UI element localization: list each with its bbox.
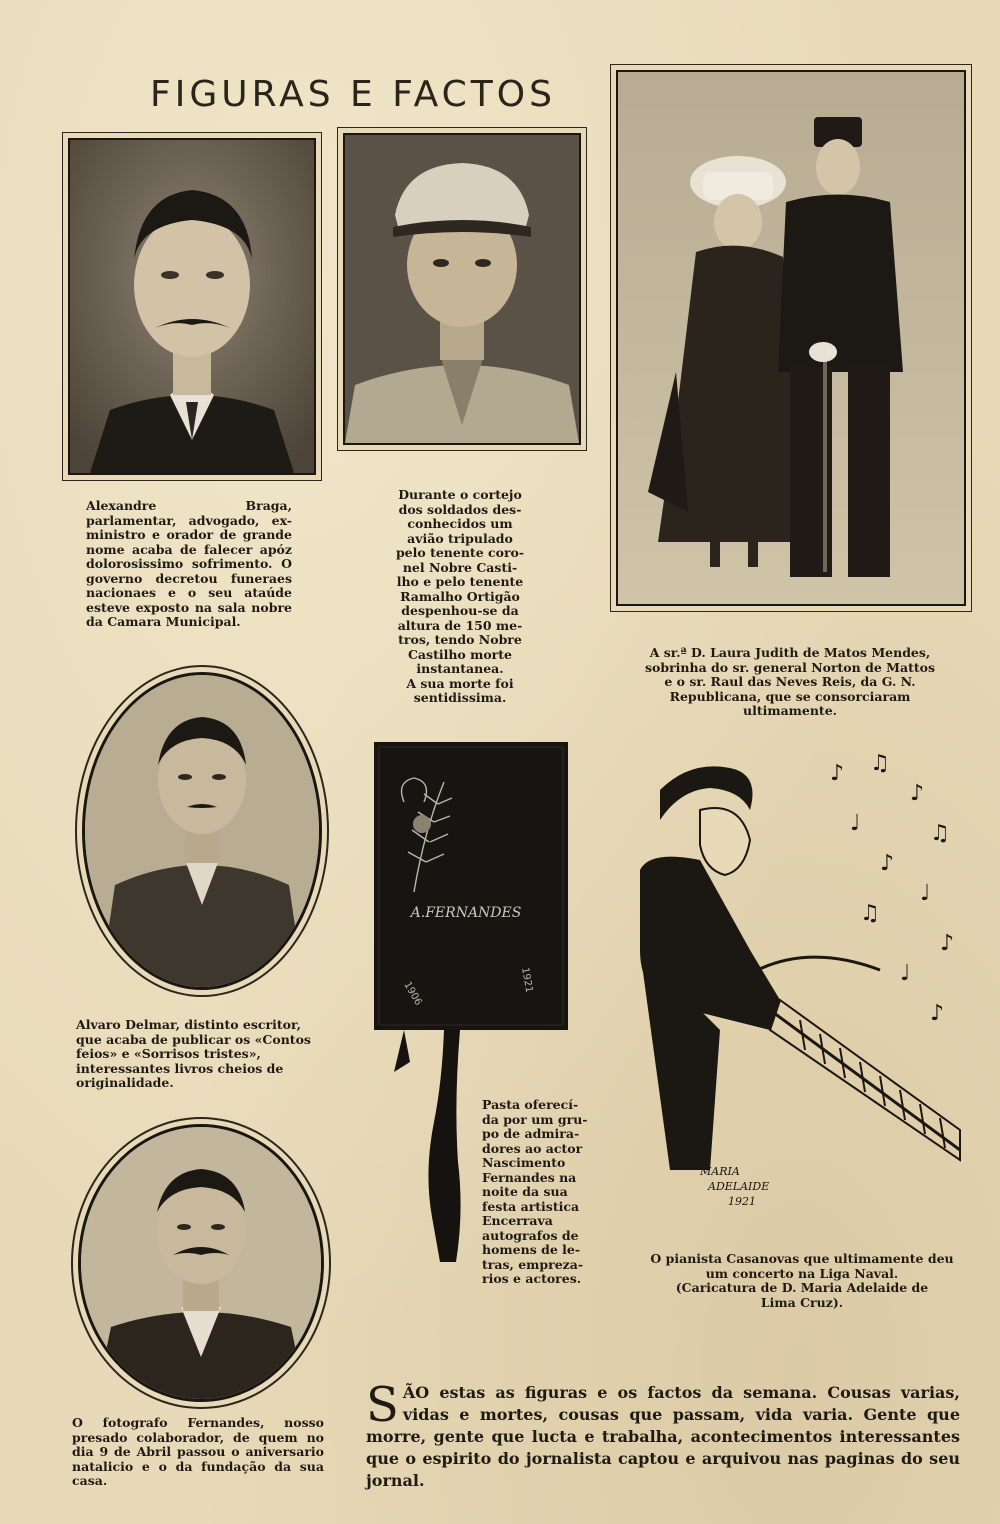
caption-line: homens de le-	[482, 1242, 581, 1257]
caption-line: da por um gru-	[482, 1111, 588, 1127]
caption-line: avião tripulado	[407, 530, 513, 546]
caption-line: dores ao actor	[482, 1140, 583, 1156]
caption-line: Encerrava	[482, 1213, 553, 1228]
pasta-year-right: 1921	[519, 966, 535, 994]
page-heading: FIGURAS E FACTOS	[150, 74, 556, 116]
caption-fotografo-fernandes: O fotografo Fernandes, nosso presado colaborador, de quem no dia 9 de Abril passou o aniversario natalicio e o da fundação da sua casa.	[72, 1415, 324, 1488]
caption-line: dos soldados des-	[398, 501, 522, 517]
signature-year: 1921	[728, 1195, 756, 1208]
signature-line1: MARIA	[700, 1165, 740, 1178]
caption-alvaro-delmar: Alvaro Delmar, distinto escritor, que acaba de publicar os «Contos feios» e «Sorrisos tristes», interessantes livros cheios de originalidade.	[76, 1017, 311, 1090]
caption-line: noite da sua	[482, 1184, 568, 1199]
svg-text:♫: ♫	[870, 751, 890, 776]
caption-line: Fernandes na	[482, 1169, 577, 1185]
caption-line: Durante o cortejo	[398, 487, 522, 502]
caption-line: Lima Cruz).	[760, 1294, 844, 1310]
photo-alvaro-delmar	[82, 672, 322, 990]
photo-nobre-castilho	[343, 133, 581, 445]
caption-line: tros, tendo Nobre	[398, 632, 522, 647]
caption-line: nel Nobre Casti-	[402, 559, 518, 575]
caption-line: festa artistica	[482, 1198, 580, 1214]
caption-line: Ramalho Ortigão	[400, 588, 520, 604]
caption-line: O pianista Casanovas que ultimamente deu	[650, 1251, 954, 1266]
caption-line: sentidissima.	[413, 690, 507, 705]
svg-text:♪: ♪	[830, 761, 845, 786]
article-dropcap: S	[366, 1377, 399, 1433]
caption-line: po de admira-	[482, 1126, 580, 1141]
svg-text:♪: ♪	[880, 851, 895, 876]
caption-pasta-folder	[482, 1098, 594, 1287]
svg-text:♩: ♩	[850, 811, 861, 836]
svg-text:♫: ♫	[860, 901, 880, 926]
caption-wedding-couple: A sr.ª D. Laura Judith de Matos Mendes, sobrinha do sr. general Norton de Mattos e o sr. Raul das Neves Reis, da G. N. Republicana, que se consorciaram ultimamente.	[644, 645, 935, 718]
svg-text:♪: ♪	[910, 781, 925, 806]
svg-text:♩: ♩	[900, 961, 911, 986]
caption-line: instantanea.	[416, 661, 504, 676]
caption-line: conhecidos um	[407, 516, 513, 531]
caption-casanovas	[642, 1252, 962, 1310]
caption-line: autografos de	[482, 1227, 579, 1243]
pasta-year-left: 1906	[401, 980, 424, 1008]
pasta-name-text: A.FERNANDES	[410, 905, 522, 921]
photo-alexandre-braga	[68, 138, 316, 475]
article-paragraph	[366, 1377, 960, 1492]
photo-wedding-couple	[616, 70, 966, 606]
caption-line: (Caricatura de D. Maria Adelaide de	[675, 1280, 929, 1295]
caption-line: tras, empreza-	[482, 1256, 584, 1272]
caption-line: um concerto na Liga Naval.	[705, 1265, 899, 1281]
caption-line: rios e actores.	[482, 1271, 582, 1286]
caption-line: altura de 150 me-	[397, 617, 523, 633]
caption-line: A sua morte foi	[406, 675, 514, 691]
caption-line: Nascimento	[482, 1155, 566, 1170]
article-text: ÃO estas as figuras e os factos da semana. Cousas varias, vidas e mortes, cousas que passam, vida varia. Gente que morre, gente que lucta e trabalha, acontecimentos interessantes que o espirito do jornalista captou e arquivou nas paginas do seu jornal.	[366, 1383, 960, 1490]
svg-text:♫: ♫	[930, 821, 950, 846]
signature-line2: ADELAIDE	[708, 1180, 770, 1193]
caption-line: pelo tenente coro-	[395, 545, 525, 560]
caption-line: Castilho morte	[407, 646, 512, 662]
photo-fotografo-fernandes	[78, 1124, 324, 1402]
svg-text:♪: ♪	[930, 1001, 945, 1026]
caption-alexandre-braga: Alexandre Braga, parlamentar, advogado, ex-ministro e orador de grande nome acaba de falecer apóz dolorosissimo sofrimento. O governo decretou funeraes nacionaes e o seu ataúde esteve exposto na sala nobre da Camara Municipal.	[86, 498, 292, 629]
caption-line: lho e pelo tenente	[396, 574, 524, 589]
caricature-casanovas	[630, 750, 970, 1230]
caption-line: Pasta oferecí-	[482, 1097, 579, 1112]
caption-nobre-castilho	[386, 488, 534, 706]
svg-text:♩: ♩	[920, 881, 931, 906]
caption-line: despenhou-se da	[401, 603, 519, 618]
svg-text:♪: ♪	[940, 931, 955, 956]
